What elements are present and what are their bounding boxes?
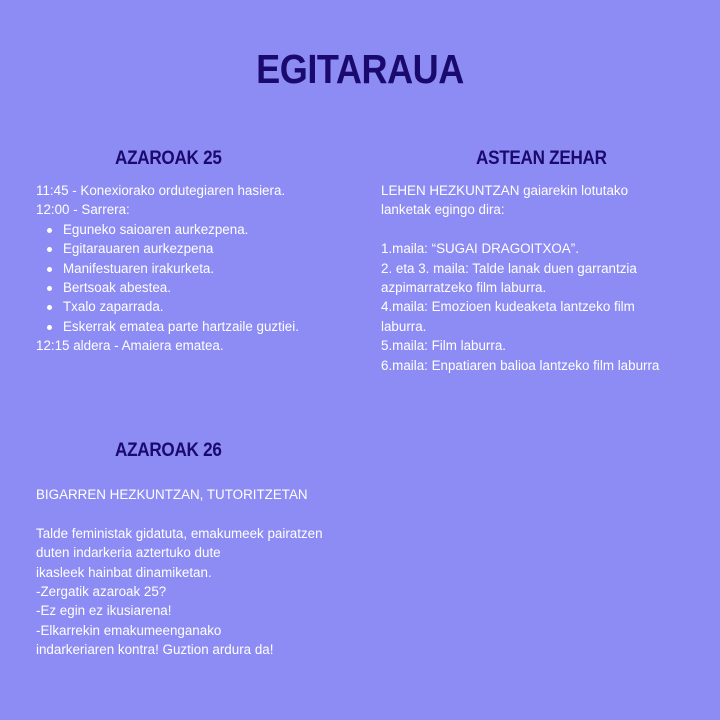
grade-line: 1.maila: “SUGAI DRAGOITXOA”. — [381, 241, 579, 257]
agenda-list — [36, 220, 366, 336]
bullet-icon — [47, 228, 52, 233]
agenda-item — [63, 259, 366, 278]
agenda-item-text: Txalo zaparrada. — [63, 299, 164, 315]
week-intro-line: lanketak egingo dira: — [381, 202, 505, 218]
day2-line: -Zergatik azaroak 25? — [36, 584, 167, 600]
day2-subtitle: BIGARREN HEZKUNTZAN, TUTORITZETAN — [36, 487, 308, 502]
day2-line: -Ez egin ez ikusiarena! — [36, 603, 172, 619]
day2-description — [36, 485, 366, 660]
bullet-icon — [47, 286, 52, 291]
day2-line: Talde feministak gidatuta, emakumeek pairatzen — [36, 525, 323, 541]
schedule-line: 12:00 - Sarrera: — [36, 202, 130, 218]
agenda-item — [63, 220, 366, 239]
week-heading: ASTEAN ZEHAR — [476, 148, 607, 169]
day2-line: -Elkarrekin emakumeenganako — [36, 622, 222, 638]
spacer — [381, 220, 701, 239]
agenda-item-text: Bertsoak abestea. — [63, 280, 171, 296]
grade-line: laburra. — [381, 318, 427, 334]
agenda-item — [63, 239, 366, 258]
bullet-icon — [47, 305, 52, 310]
spacer — [36, 504, 366, 523]
week-description — [381, 181, 701, 375]
agenda-item — [63, 278, 366, 297]
grade-line: 2. eta 3. maila: Talde lanak duen garrantzia — [381, 260, 637, 276]
day2-line: duten indarkeria aztertuko dute — [36, 545, 221, 561]
bullet-icon — [47, 247, 52, 252]
agenda-item — [63, 317, 366, 336]
day2-line: indarkeriaren kontra! Guztion ardura da! — [36, 642, 274, 658]
schedule-line: 11:45 - Konexiorako ordutegiaren hasiera. — [36, 183, 286, 198]
day2-heading: AZAROAK 26 — [115, 440, 222, 461]
grade-line: 6.maila: Enpatiaren balioa lantzeko film laburra — [381, 357, 660, 373]
day1-schedule — [36, 181, 366, 356]
grade-line: 4.maila: Emozioen kudeaketa lantzeko film — [381, 299, 635, 315]
day1-heading: AZAROAK 25 — [115, 148, 222, 169]
agenda-item-text: Eguneko saioaren aurkezpena. — [63, 221, 249, 237]
bullet-icon — [47, 325, 52, 330]
schedule-line: 12:15 aldera - Amaiera ematea. — [36, 338, 224, 354]
agenda-item-text: Egitarauaren aurkezpena — [63, 241, 214, 257]
day2-line: ikasleek hainbat dinamiketan. — [36, 564, 212, 580]
agenda-item-text: Manifestuaren irakurketa. — [63, 260, 215, 276]
grade-line: azpimarratzeko film laburra. — [381, 280, 547, 296]
week-intro-line: LEHEN HEZKUNTZAN gaiarekin lotutako — [381, 183, 629, 198]
grade-line: 5.maila: Film laburra. — [381, 338, 507, 354]
page-title: EGITARAUA — [256, 46, 464, 92]
bullet-icon — [47, 267, 52, 272]
agenda-item — [63, 297, 366, 316]
agenda-item-text: Eskerrak ematea parte hartzaile guztiei. — [63, 318, 299, 334]
